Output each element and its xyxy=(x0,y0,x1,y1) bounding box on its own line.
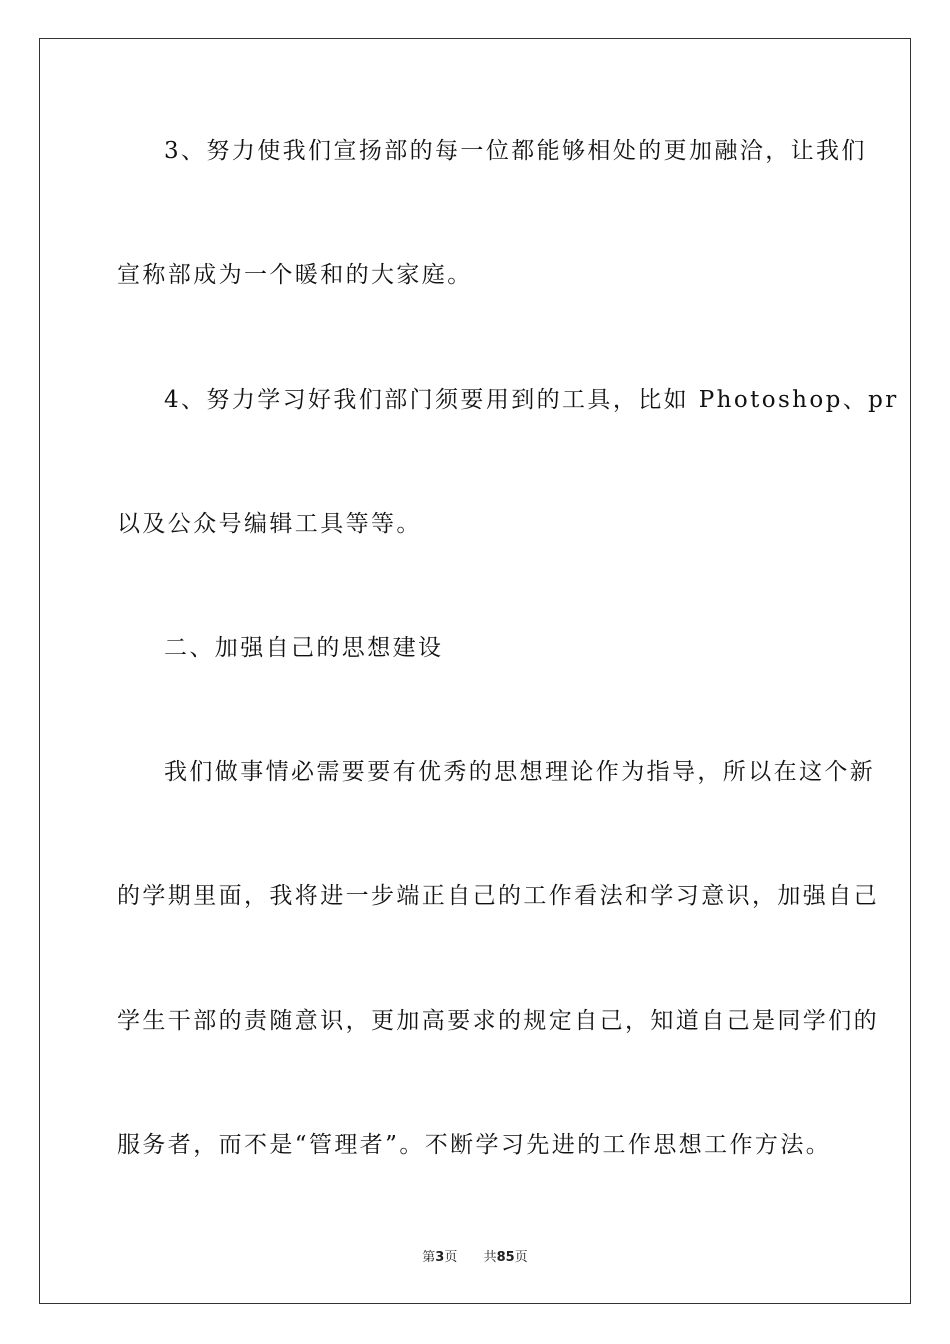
page-footer xyxy=(0,1246,950,1265)
paragraph-line: 3、努力使我们宣扬部的每一位都能够相处的更加融洽，让我们 xyxy=(164,138,867,164)
total-suffix: 页 xyxy=(514,1250,528,1265)
paragraph-line: 的学期里面，我将进一步端正自己的工作看法和学习意识，加强自己 xyxy=(117,883,879,909)
total-pages: 85 xyxy=(496,1250,515,1265)
page-border xyxy=(39,38,911,1304)
paragraph-line: 以及公众号编辑工具等等。 xyxy=(117,511,422,537)
paragraph-line: 4、努力学习好我们部门须要用到的工具，比如 Photoshop、pr xyxy=(164,387,899,413)
paragraph-line: 我们做事情必需要要有优秀的思想理论作为指导，所以在这个新 xyxy=(164,759,876,785)
paragraph-line: 服务者，而不是“管理者”。不断学习先进的工作思想工作方法。 xyxy=(117,1132,832,1158)
paragraph-line: 学生干部的责随意识，更加高要求的规定自己，知道自己是同学们的 xyxy=(117,1008,879,1034)
section-heading: 二、加强自己的思想建设 xyxy=(164,635,444,661)
page-suffix: 页 xyxy=(444,1250,458,1265)
paragraph-line: 宣称部成为一个暖和的大家庭。 xyxy=(117,262,473,288)
page-number: 3 xyxy=(435,1250,445,1265)
total-prefix: 共 xyxy=(483,1250,497,1265)
page-prefix: 第 xyxy=(422,1250,436,1265)
